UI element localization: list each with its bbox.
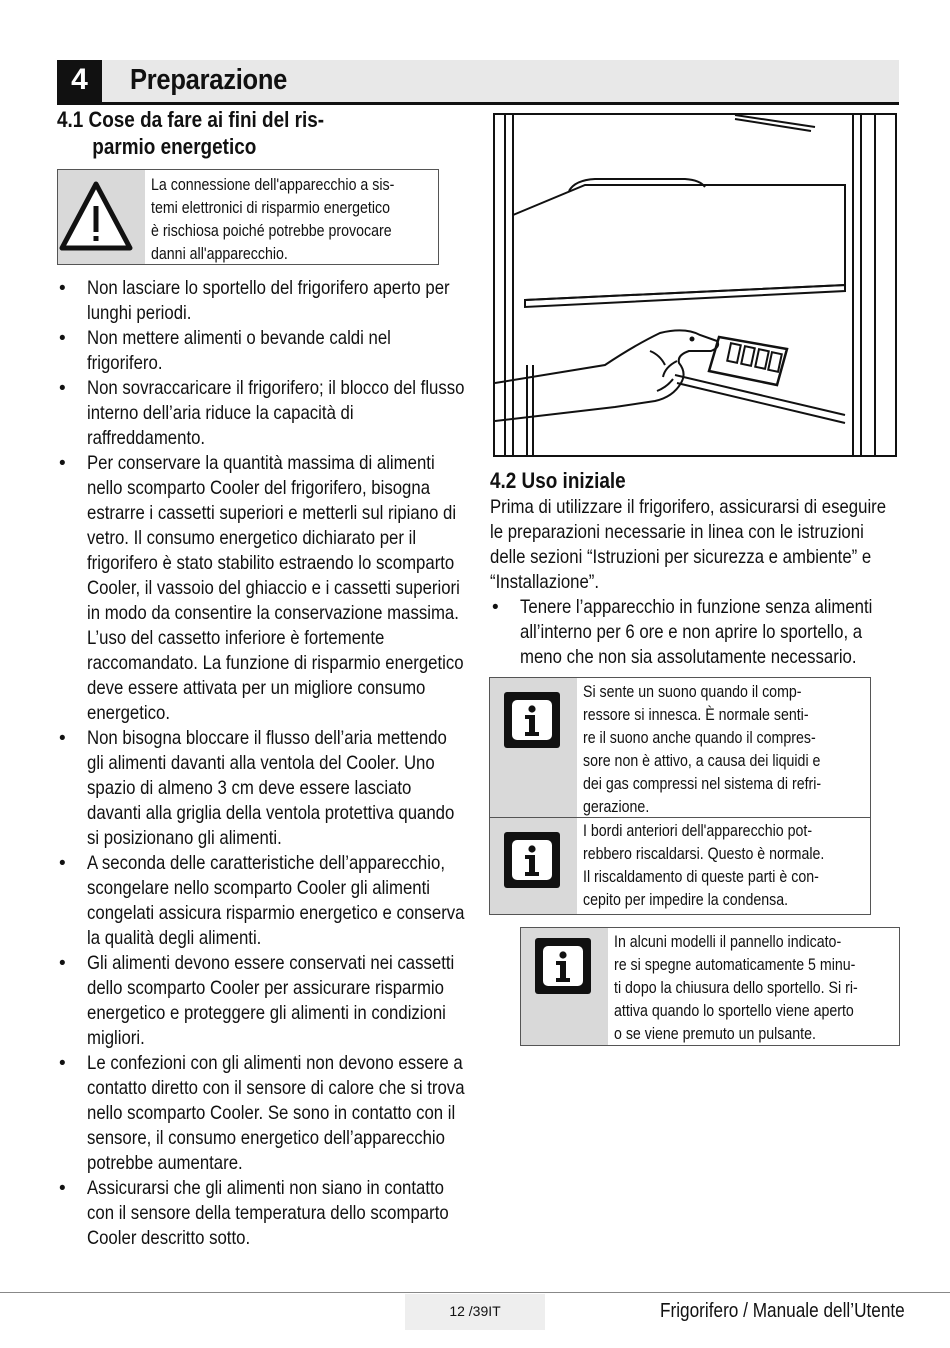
info-note-text: Si sente un suono quando il comp- ressore si innesca. È normale senti- re il suono anche quando il compres- sore non è attivo, a causa dei liquidi e dei gas compressi nel sistema di refri- gerazione. — [583, 683, 822, 816]
bullet-list-4-2 — [490, 595, 898, 670]
warning-icon-cell — [58, 170, 145, 264]
warning-line: La connessione dell'apparecchio a sis- — [151, 176, 395, 194]
info-note-text: In alcuni modelli il pannello indicato- re si spegne automaticamente 5 minu- ti dopo la chiusura dello sportello. Si ri- attiva quando lo sportello viene aperto o se viene premuto un pulsante. — [614, 933, 858, 1043]
bullet-list-4-1 — [57, 276, 477, 1251]
section-heading-line1: 4.1 Cose da fare ai fini del ris- — [57, 107, 325, 132]
illustration-control-panel — [493, 113, 897, 457]
info-icon-cell — [490, 818, 577, 914]
section-heading-4-1 — [57, 106, 517, 160]
list-item: • Non sovraccaricare il frigorifero; il blocco del flusso interno dell’aria riduce la capacità di raffreddamento. — [57, 376, 477, 451]
info-icon-cell — [521, 928, 608, 1045]
footer-divider — [0, 1292, 950, 1293]
warning-icon — [58, 170, 145, 264]
list-item: • Non mettere alimenti o bevande caldi nel frigorifero. — [57, 326, 477, 376]
chapter-header — [57, 60, 899, 105]
list-item: • Le confezioni con gli alimenti non devono essere a contatto diretto con il sensore di calore che si trova nello scomparto Cooler. Se sono in contatto con il sensore, il consumo energetico dell’apparecchio potrebbe aumentare. — [57, 1051, 477, 1176]
warning-line: è rischiosa poiché potrebbe provocare — [151, 222, 392, 240]
warning-line: danni all'apparecchio. — [151, 245, 288, 263]
warning-box — [57, 169, 439, 265]
chapter-number: 4 — [57, 60, 102, 102]
document-title: Frigorifero / Manuale dell’Utente — [660, 1300, 905, 1322]
info-note — [520, 927, 900, 1046]
list-item: • Assicurarsi che gli alimenti non siano in contatto con il sensore della temperatura dello scomparto Cooler descritto sotto. — [57, 1176, 477, 1251]
list-item: • Non lasciare lo sportello del frigorifero aperto per lunghi periodi. — [57, 276, 477, 326]
info-icon-cell — [490, 678, 577, 818]
section-heading-line2: parmio energetico — [92, 134, 257, 159]
warning-line: temi elettronici di risparmio energetico — [151, 199, 390, 217]
info-icon — [504, 832, 560, 888]
chapter-title: Preparazione — [130, 64, 288, 96]
section-heading-4-2: 4.2 Uso iniziale — [490, 468, 626, 493]
fridge-illustration — [495, 115, 895, 455]
info-icon — [535, 938, 591, 994]
intro-paragraph: Prima di utilizzare il frigorifero, assicurarsi di eseguire le preparazioni necessarie in linea con le istruzioni delle sezioni “Istruzioni per sicurezza e ambiente” e “Installazione”. — [490, 496, 887, 593]
list-item: • Gli alimenti devono essere conservati nei cassetti dello scomparto Cooler per assicurare risparmio energetico e proteggere gli alimenti in condizioni migliori. — [57, 951, 477, 1051]
list-item: • A seconda delle caratteristiche dell’apparecchio, scongelare nello scomparto Cooler gli alimenti congelati assicura risparmio energetico e conserva la qualità degli alimenti. — [57, 851, 477, 951]
info-note-text: I bordi anteriori dell'apparecchio pot- rebbero riscaldarsi. Questo è normale. Il riscaldamento di queste parti è con- cepito per impedire la condensa. — [583, 822, 825, 909]
info-note — [489, 677, 871, 819]
list-item: • Per conservare la quantità massima di alimenti nello scomparto Cooler del frigorifero, bisogna estrarre i cassetti superiori e metterli sul ripiano di vetro. Il consumo energetico dichiarato per il frigorifero è stato stabilito estraendo lo scomparto Cooler, il vassoio del ghiaccio e i cassetti superiori in modo da consentire la conservazione massima. L’uso del cassetto inferiore è fortemente raccomandato. La funzione di risparmio energetico deve essere attivata per un migliore consumo energetico. — [57, 451, 477, 726]
page-number: 12 /39IT — [405, 1294, 545, 1330]
info-icon — [504, 692, 560, 748]
warning-text — [151, 174, 435, 266]
list-item: • Non bisogna bloccare il flusso dell’aria mettendo gli alimenti davanti alla ventola del Cooler. Uno spazio di almeno 3 cm deve essere lasciato davanti alla griglia della ventola protettiva quando si posizionano gli alimenti. — [57, 726, 477, 851]
info-note — [489, 817, 871, 915]
list-item: • Tenere l’apparecchio in funzione senza alimenti all’interno per 6 ore e non aprire lo sportello, a meno che non sia assolutamente necessario. — [490, 595, 898, 670]
